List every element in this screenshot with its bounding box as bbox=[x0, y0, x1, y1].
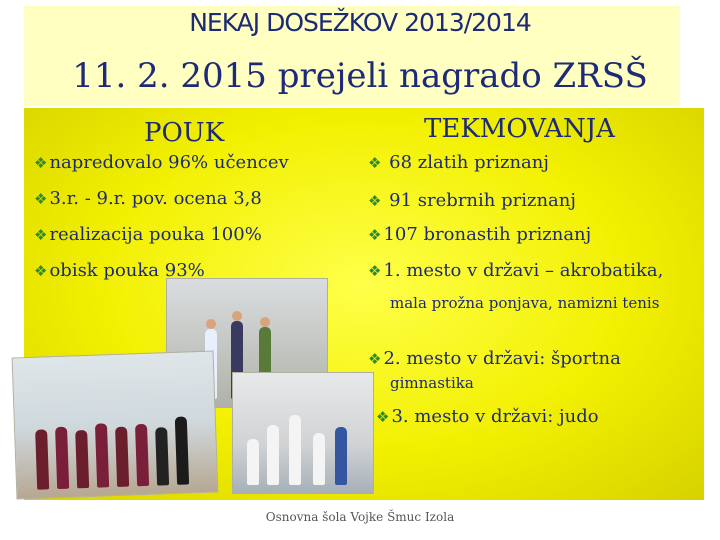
gymnastics-team-photo bbox=[12, 351, 219, 500]
list-item: ❖ 91 srebrnih priznanj bbox=[368, 190, 576, 211]
judo-podium-photo bbox=[232, 372, 374, 494]
list-item: ❖ 2. mesto v državi: športna bbox=[368, 348, 621, 369]
list-item: ❖ 1. mesto v državi – akrobatika, bbox=[368, 260, 664, 281]
list-item: ❖ 68 zlatih priznanj bbox=[368, 152, 549, 173]
diamond-bullet-icon: ❖ bbox=[368, 154, 382, 172]
list-item: ❖ napredovalo 96% učencev bbox=[34, 152, 289, 173]
diamond-bullet-icon: ❖ bbox=[34, 154, 48, 172]
title-main: 11. 2. 2015 prejeli nagrado ZRSŠ bbox=[72, 56, 648, 96]
list-item-detail: gimnastika bbox=[390, 374, 474, 392]
list-item-detail: mala prožna ponjava, namizni tenis bbox=[390, 294, 660, 312]
diamond-bullet-icon: ❖ bbox=[34, 226, 48, 244]
diamond-bullet-icon: ❖ bbox=[34, 262, 48, 280]
tekmovanja-heading: TEKMOVANJA bbox=[424, 114, 615, 144]
diamond-bullet-icon: ❖ bbox=[376, 408, 390, 426]
list-item: ❖ 107 bronastih priznanj bbox=[368, 224, 592, 245]
footer-school-name: Osnovna šola Vojke Šmuc Izola bbox=[265, 510, 455, 524]
diamond-bullet-icon: ❖ bbox=[368, 262, 382, 280]
list-item: ❖ obisk pouka 93% bbox=[34, 260, 205, 281]
diamond-bullet-icon: ❖ bbox=[368, 192, 382, 210]
list-item: ❖ realizacija pouka 100% bbox=[34, 224, 262, 245]
diamond-bullet-icon: ❖ bbox=[34, 190, 48, 208]
diamond-bullet-icon: ❖ bbox=[368, 226, 382, 244]
list-item: ❖ 3. mesto v državi: judo bbox=[376, 406, 599, 427]
pouk-heading: POUK bbox=[144, 118, 225, 148]
list-item: ❖ 3.r. - 9.r. pov. ocena 3,8 bbox=[34, 188, 262, 209]
diamond-bullet-icon: ❖ bbox=[368, 350, 382, 368]
title-top: NEKAJ DOSEŽKOV 2013/2014 bbox=[189, 8, 531, 37]
